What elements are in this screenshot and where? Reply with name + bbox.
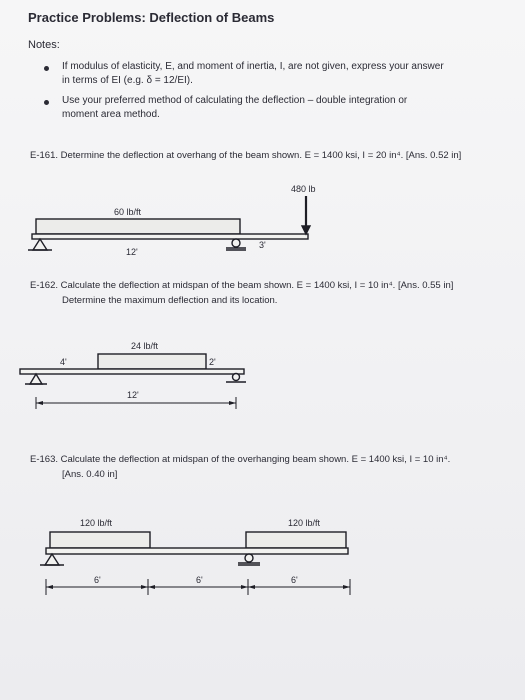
e162-roller-support <box>233 374 240 381</box>
note-1-line-2: in terms of EI (e.g. δ = 12/EI). <box>62 75 193 86</box>
e163-beam <box>46 548 348 554</box>
e161-beam <box>32 234 308 239</box>
e163-left-load-label: 120 lb/ft <box>80 518 113 528</box>
problem-e163-text-line-1: E-163. Calculate the deflection at midspan of the overhanging beam shown. E = 1400 ksi, I = 10 in⁴. <box>30 454 451 465</box>
e163-segment-2-label: 6' <box>196 575 203 585</box>
problem-e163-text-line-2: [Ans. 0.40 in] <box>62 469 118 480</box>
e161-span-label: 12' <box>126 247 138 257</box>
e163-roller-support <box>245 554 253 562</box>
e163-segment-1-label: 6' <box>94 575 101 585</box>
e161-beam-figure <box>28 196 310 250</box>
note-2-line-2: moment area method. <box>62 109 160 120</box>
e162-left-gap-label: 4' <box>60 357 67 367</box>
note-2-line-1: Use your preferred method of calculating the deflection – double integration or <box>62 95 408 106</box>
e162-distributed-load-label: 24 lb/ft <box>131 341 159 351</box>
e163-beam-figure <box>40 532 350 595</box>
e161-pin-support <box>33 239 47 250</box>
e162-pin-support <box>30 374 42 384</box>
e162-distributed-load-block <box>98 354 206 369</box>
e162-right-gap-label: 2' <box>209 357 216 367</box>
notes-label: Notes: <box>28 39 60 51</box>
problem-e161-text: E-161. Determine the deflection at overhang of the beam shown. E = 1400 ksi, I = 20 in⁴. [Ans. 0.52 in] <box>30 150 462 161</box>
e161-point-load-label: 480 lb <box>291 184 316 194</box>
e163-right-load-label: 120 lb/ft <box>288 518 321 528</box>
e163-pin-support <box>45 554 59 565</box>
e162-beam <box>20 369 244 374</box>
problem-e162-text-line-2: Determine the maximum deflection and its location. <box>62 295 278 306</box>
e161-overhang-label: 3' <box>259 240 266 250</box>
note-1-line-1: If modulus of elasticity, E, and moment of inertia, I, are not given, express your answer <box>62 61 444 72</box>
e163-right-distributed-load <box>246 532 346 548</box>
e163-segment-3-label: 6' <box>291 575 298 585</box>
e161-distributed-load-block <box>36 219 240 234</box>
problem-e162-text-line-1: E-162. Calculate the deflection at midspan of the beam shown. E = 1400 ksi, I = 10 in⁴. [Ans. 0.55 in] <box>30 280 454 291</box>
page-title: Practice Problems: Deflection of Beams <box>28 10 275 25</box>
e163-left-distributed-load <box>50 532 150 548</box>
e162-span-label: 12' <box>127 390 139 400</box>
e161-distributed-load-label: 60 lb/ft <box>114 207 142 217</box>
e161-roller-support <box>232 239 240 247</box>
